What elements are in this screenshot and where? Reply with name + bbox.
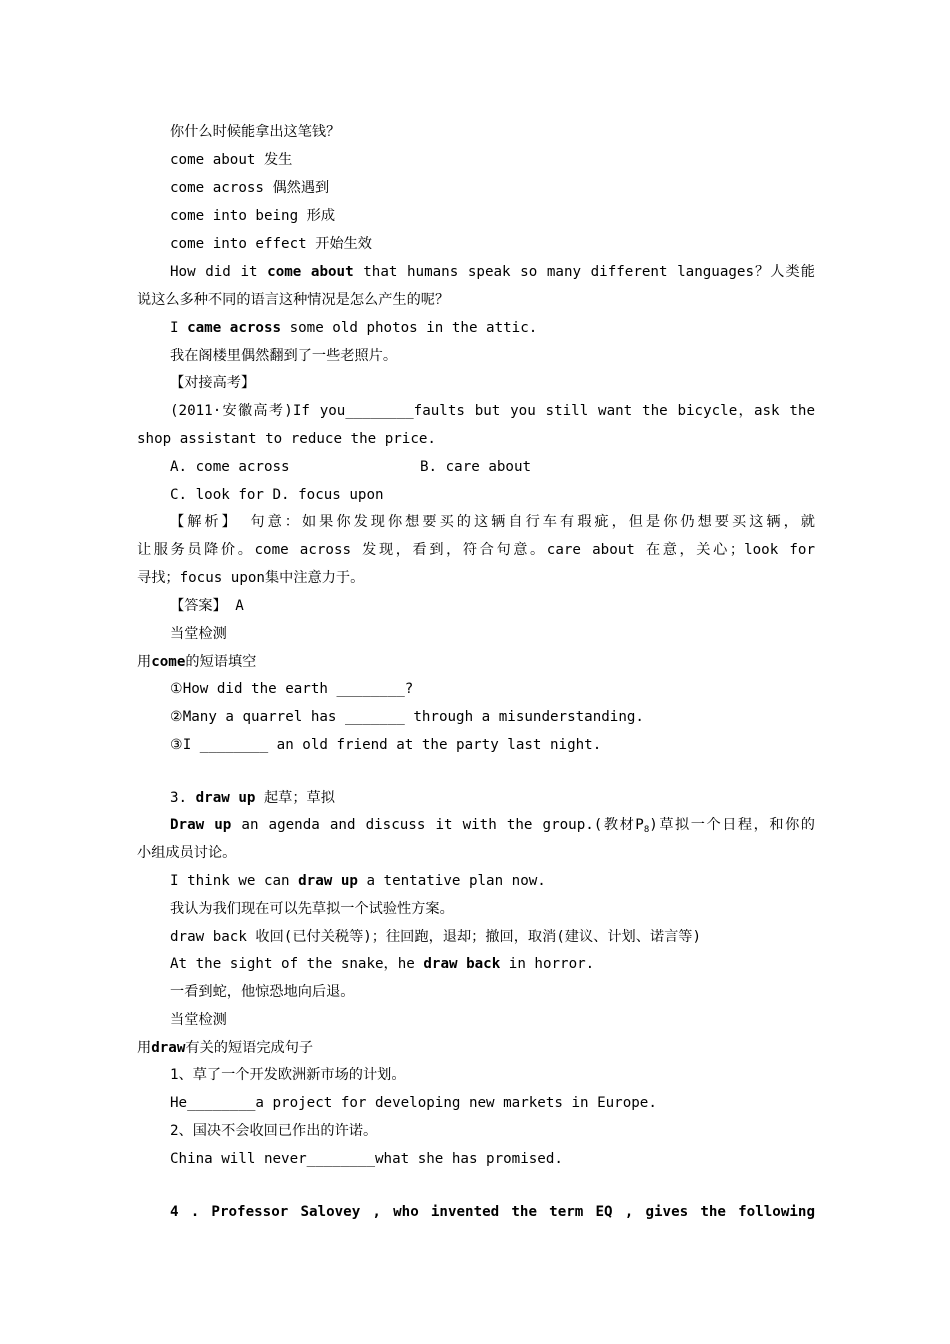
analysis-text: 寻找；focus upon集中注意力于。: [137, 570, 365, 586]
exercise-item: ③I ________ an old friend at the party last night.: [170, 737, 602, 753]
exercise-item: 1、草了一个开发欧洲新市场的计划。: [170, 1067, 406, 1083]
exercise-instruction: 用draw有关的短语完成句子: [137, 1040, 314, 1056]
text-line: come into being 形成: [170, 208, 336, 224]
example-sentence: At the sight of the snake，he draw back in horror.: [170, 956, 595, 972]
text-line: come about 发生: [170, 152, 293, 168]
text-line: 小组成员讨论。: [137, 845, 237, 861]
analysis-text: 让服务员降价。come across 发现，看到，符合句意。care about 在意，关心；look for: [137, 542, 815, 558]
section-heading: 4 . Professor Salovey , who invented the term EQ , gives the following: [170, 1204, 815, 1220]
phrase-heading: 3. draw up 起草；草拟: [170, 790, 335, 806]
exercise-item: ①How did the earth ________?: [170, 681, 414, 697]
exam-question: (2011·安徽高考)If you________faults but you still want the bicycle，ask the: [170, 403, 815, 419]
answer-options: C. look for D. focus upon: [170, 487, 384, 503]
text-line: 一看到蛇，他惊恐地向后退。: [170, 984, 355, 1000]
section-heading: 当堂检测: [170, 626, 227, 642]
text-line: come across 偶然遇到: [170, 180, 330, 196]
text-line: draw back 收回(已付关税等)；往回跑，退却；撤回，取消(建议、计划、诺言等): [170, 929, 702, 945]
section-heading: 当堂检测: [170, 1012, 227, 1028]
text-line: 你什么时候能拿出这笔钱？: [170, 124, 341, 140]
text-line: 我在阁楼里偶然翻到了一些老照片。: [170, 348, 398, 364]
text-line: 我认为我们现在可以先草拟一个试验性方案。: [170, 901, 454, 917]
exercise-item: 2、国决不会收回已作出的许诺。: [170, 1123, 378, 1139]
text-line: shop assistant to reduce the price.: [137, 431, 436, 447]
exercise-instruction: 用come的短语填空: [137, 654, 257, 670]
example-sentence: I came across some old photos in the attic.: [170, 320, 538, 336]
section-heading: 【对接高考】: [170, 375, 256, 391]
example-sentence: How did it come about that humans speak so many different languages？人类能: [170, 264, 815, 280]
answer-options: A. come across B. care about: [170, 459, 532, 475]
exercise-item: He________a project for developing new markets in Europe.: [170, 1095, 657, 1111]
answer-line: 【答案】 A: [170, 598, 244, 614]
example-sentence: Draw up an agenda and discuss it with the group.(教材$P_8$)草拟一个日程，和你的: [170, 817, 815, 835]
analysis-text: 【解析】 句意：如果你发现你想要买的这辆自行车有瑕疵，但是你仍想要买这辆，就: [170, 514, 815, 530]
text-line: 说这么多种不同的语言这种情况是怎么产生的呢？: [137, 292, 450, 308]
exercise-item: ②Many a quarrel has _______ through a misunderstanding.: [170, 709, 644, 725]
exercise-item: China will never________what she has promised.: [170, 1151, 563, 1167]
text-line: come into effect 开始生效: [170, 236, 372, 252]
example-sentence: I think we can draw up a tentative plan now.: [170, 873, 546, 889]
